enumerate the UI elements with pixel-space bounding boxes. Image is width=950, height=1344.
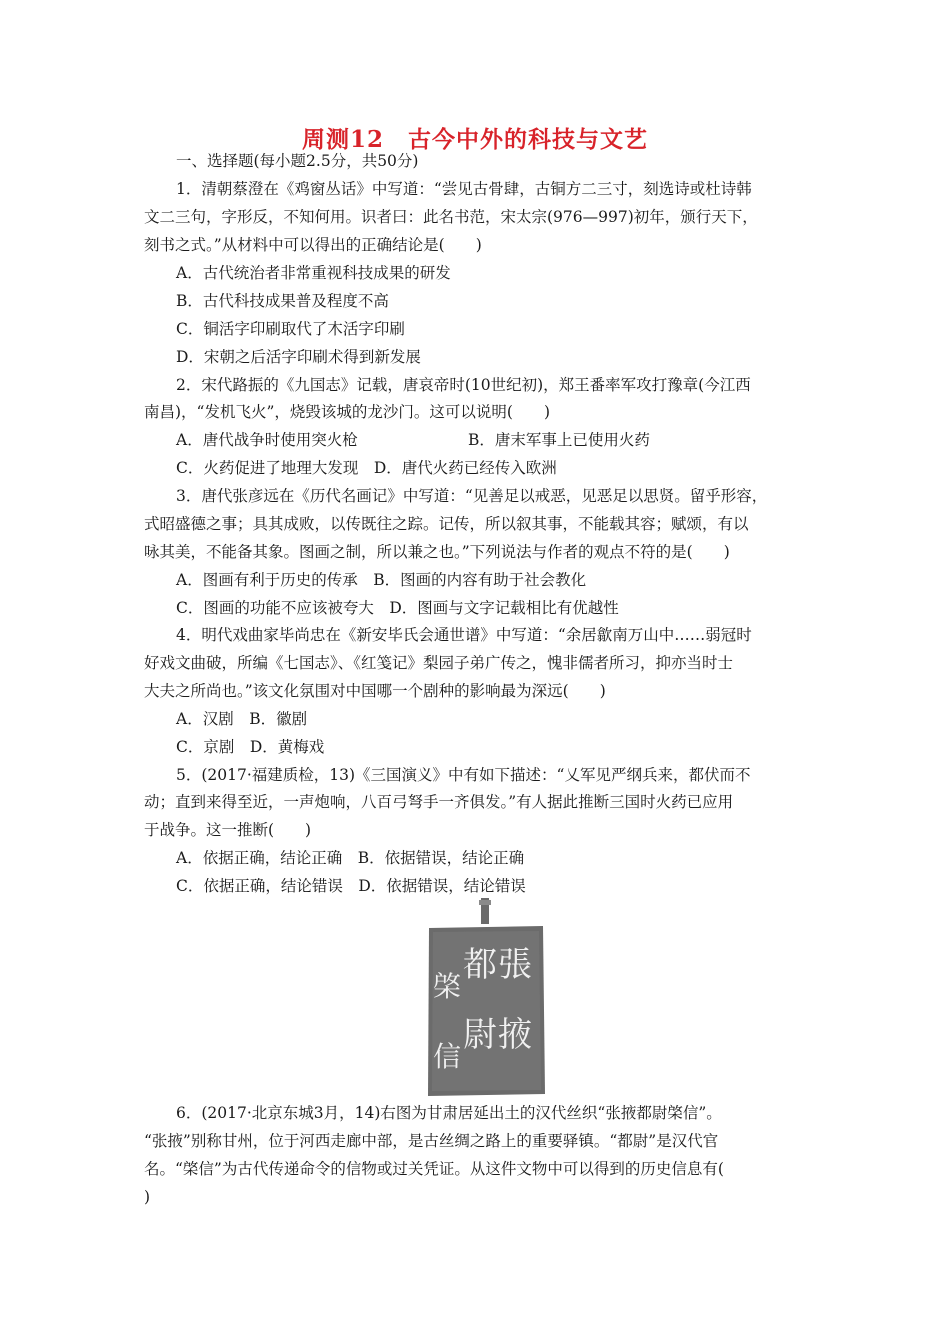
- q4-option-cd: C．京剧 D．黄梅戏: [176, 738, 325, 756]
- q1-option-a: A．古代统治者非常重视科技成果的研发: [176, 264, 451, 282]
- q1-option-b: B．古代科技成果普及程度不高: [176, 292, 389, 310]
- q4-line-2: 好戏文曲破，所编《七国志》、《红笺记》梨园子弟广传之，愧非儒者所习，抑亦当时士: [144, 654, 734, 672]
- q5-line-3: 于战争。这一推断( ): [144, 821, 312, 839]
- q6-line-2: “张掖”别称甘州，位于河西走廊中部，是古丝绸之路上的重要驿镇。“都尉”是汉代官: [144, 1132, 719, 1150]
- seal-char-4: 尉: [463, 1015, 497, 1055]
- seal-char-2: 掖: [498, 1015, 532, 1055]
- q1-line-1: 1．清朝蔡澄在《鸡窗丛话》中写道：“尝见古骨肆，古铜方二三寸，刻选诗或杜诗韩: [176, 180, 752, 198]
- q3-option-ab: A．图画有利于历史的传承 B．图画的内容有助于社会教化: [176, 571, 587, 589]
- seal-char-1: 張: [498, 945, 532, 985]
- q3-line-2: 式昭盛德之事；具其成败，以传既往之踪。记传，所以叙其事，不能载其容；赋颂，有以: [144, 515, 749, 533]
- seal-artifact-image: [425, 898, 547, 1098]
- q5-line-2: 动；直到来得至近，一声炮响，八百弓弩手一齐俱发。”有人据此推断三国时火药已应用: [144, 793, 734, 811]
- q1-line-3: 刻书之式。”从材料中可以得出的正确结论是( ): [144, 236, 482, 254]
- q4-line-3: 大夫之所尚也。”该文化氛围对中国哪一个剧种的影响最为深远( ): [144, 682, 606, 700]
- q1-option-c: C．铜活字印刷取代了木活字印刷: [176, 320, 405, 338]
- q2-line-1: 2．宋代路振的《九国志》记载，唐哀帝时(10世纪初)，郑王番率军攻打豫章(今江西: [176, 376, 751, 394]
- q2-option-a: A．唐代战争时使用突火枪: [176, 431, 358, 449]
- q2-option-cd: C．火药促进了地理大发现 D．唐代火药已经传入欧洲: [176, 459, 557, 477]
- section-heading: 一、选择题(每小题2.5分，共50分): [176, 152, 419, 170]
- q3-option-cd: C．图画的功能不应该被夸大 D．图画与文字记载相比有优越性: [176, 599, 619, 617]
- q4-option-ab: A．汉剧 B．徽剧: [176, 710, 308, 728]
- q4-line-1: 4．明代戏曲家毕尚忠在《新安毕氏会通世谱》中写道：“余居歙南万山中……弱冠时: [176, 626, 752, 644]
- seal-char-3: 都: [463, 945, 497, 985]
- page-title: 周测12 古今中外的科技与文艺: [301, 126, 648, 153]
- q6-line-1: 6．(2017·北京东城3月，14)右图为甘肃居延出土的汉代丝织“张掖都尉棨信”。: [176, 1104, 722, 1122]
- q2-line-2: 南昌)，“发机飞火”，烧毁该城的龙沙门。这可以说明( ): [144, 403, 550, 421]
- q5-option-ab: A．依据正确，结论正确 B．依据错误，结论正确: [176, 849, 525, 867]
- q3-line-1: 3．唐代张彦远在《历代名画记》中写道：“见善足以戒恶，见恶足以思贤。留乎形容，: [176, 487, 768, 505]
- q6-line-4: ): [144, 1188, 151, 1206]
- seal-char-5: 棨: [432, 970, 462, 1003]
- q5-line-1: 5．(2017·福建质检，13)《三国演义》中有如下描述：“乂军见严纲兵来，都伏而不: [176, 766, 751, 784]
- q1-option-d: D．宋朝之后活字印刷术得到新发展: [176, 348, 421, 366]
- q6-line-3: 名。“棨信”为古代传递命令的信物或过关凭证。从这件文物中可以得到的历史信息有(: [144, 1160, 724, 1178]
- seal-char-6: 信: [432, 1040, 462, 1073]
- q2-option-b: B．唐末军事上已使用火药: [468, 431, 650, 449]
- q1-line-2: 文二三句，字形反，不知何用。识者曰：此名书范，宋太宗(976—997)初年，颁行天下，: [144, 208, 758, 226]
- q3-line-3: 咏其美，不能备其象。图画之制，所以兼之也。”下列说法与作者的观点不符的是( ): [144, 543, 730, 561]
- q5-option-cd: C．依据正确，结论错误 D．依据错误，结论错误: [176, 877, 526, 895]
